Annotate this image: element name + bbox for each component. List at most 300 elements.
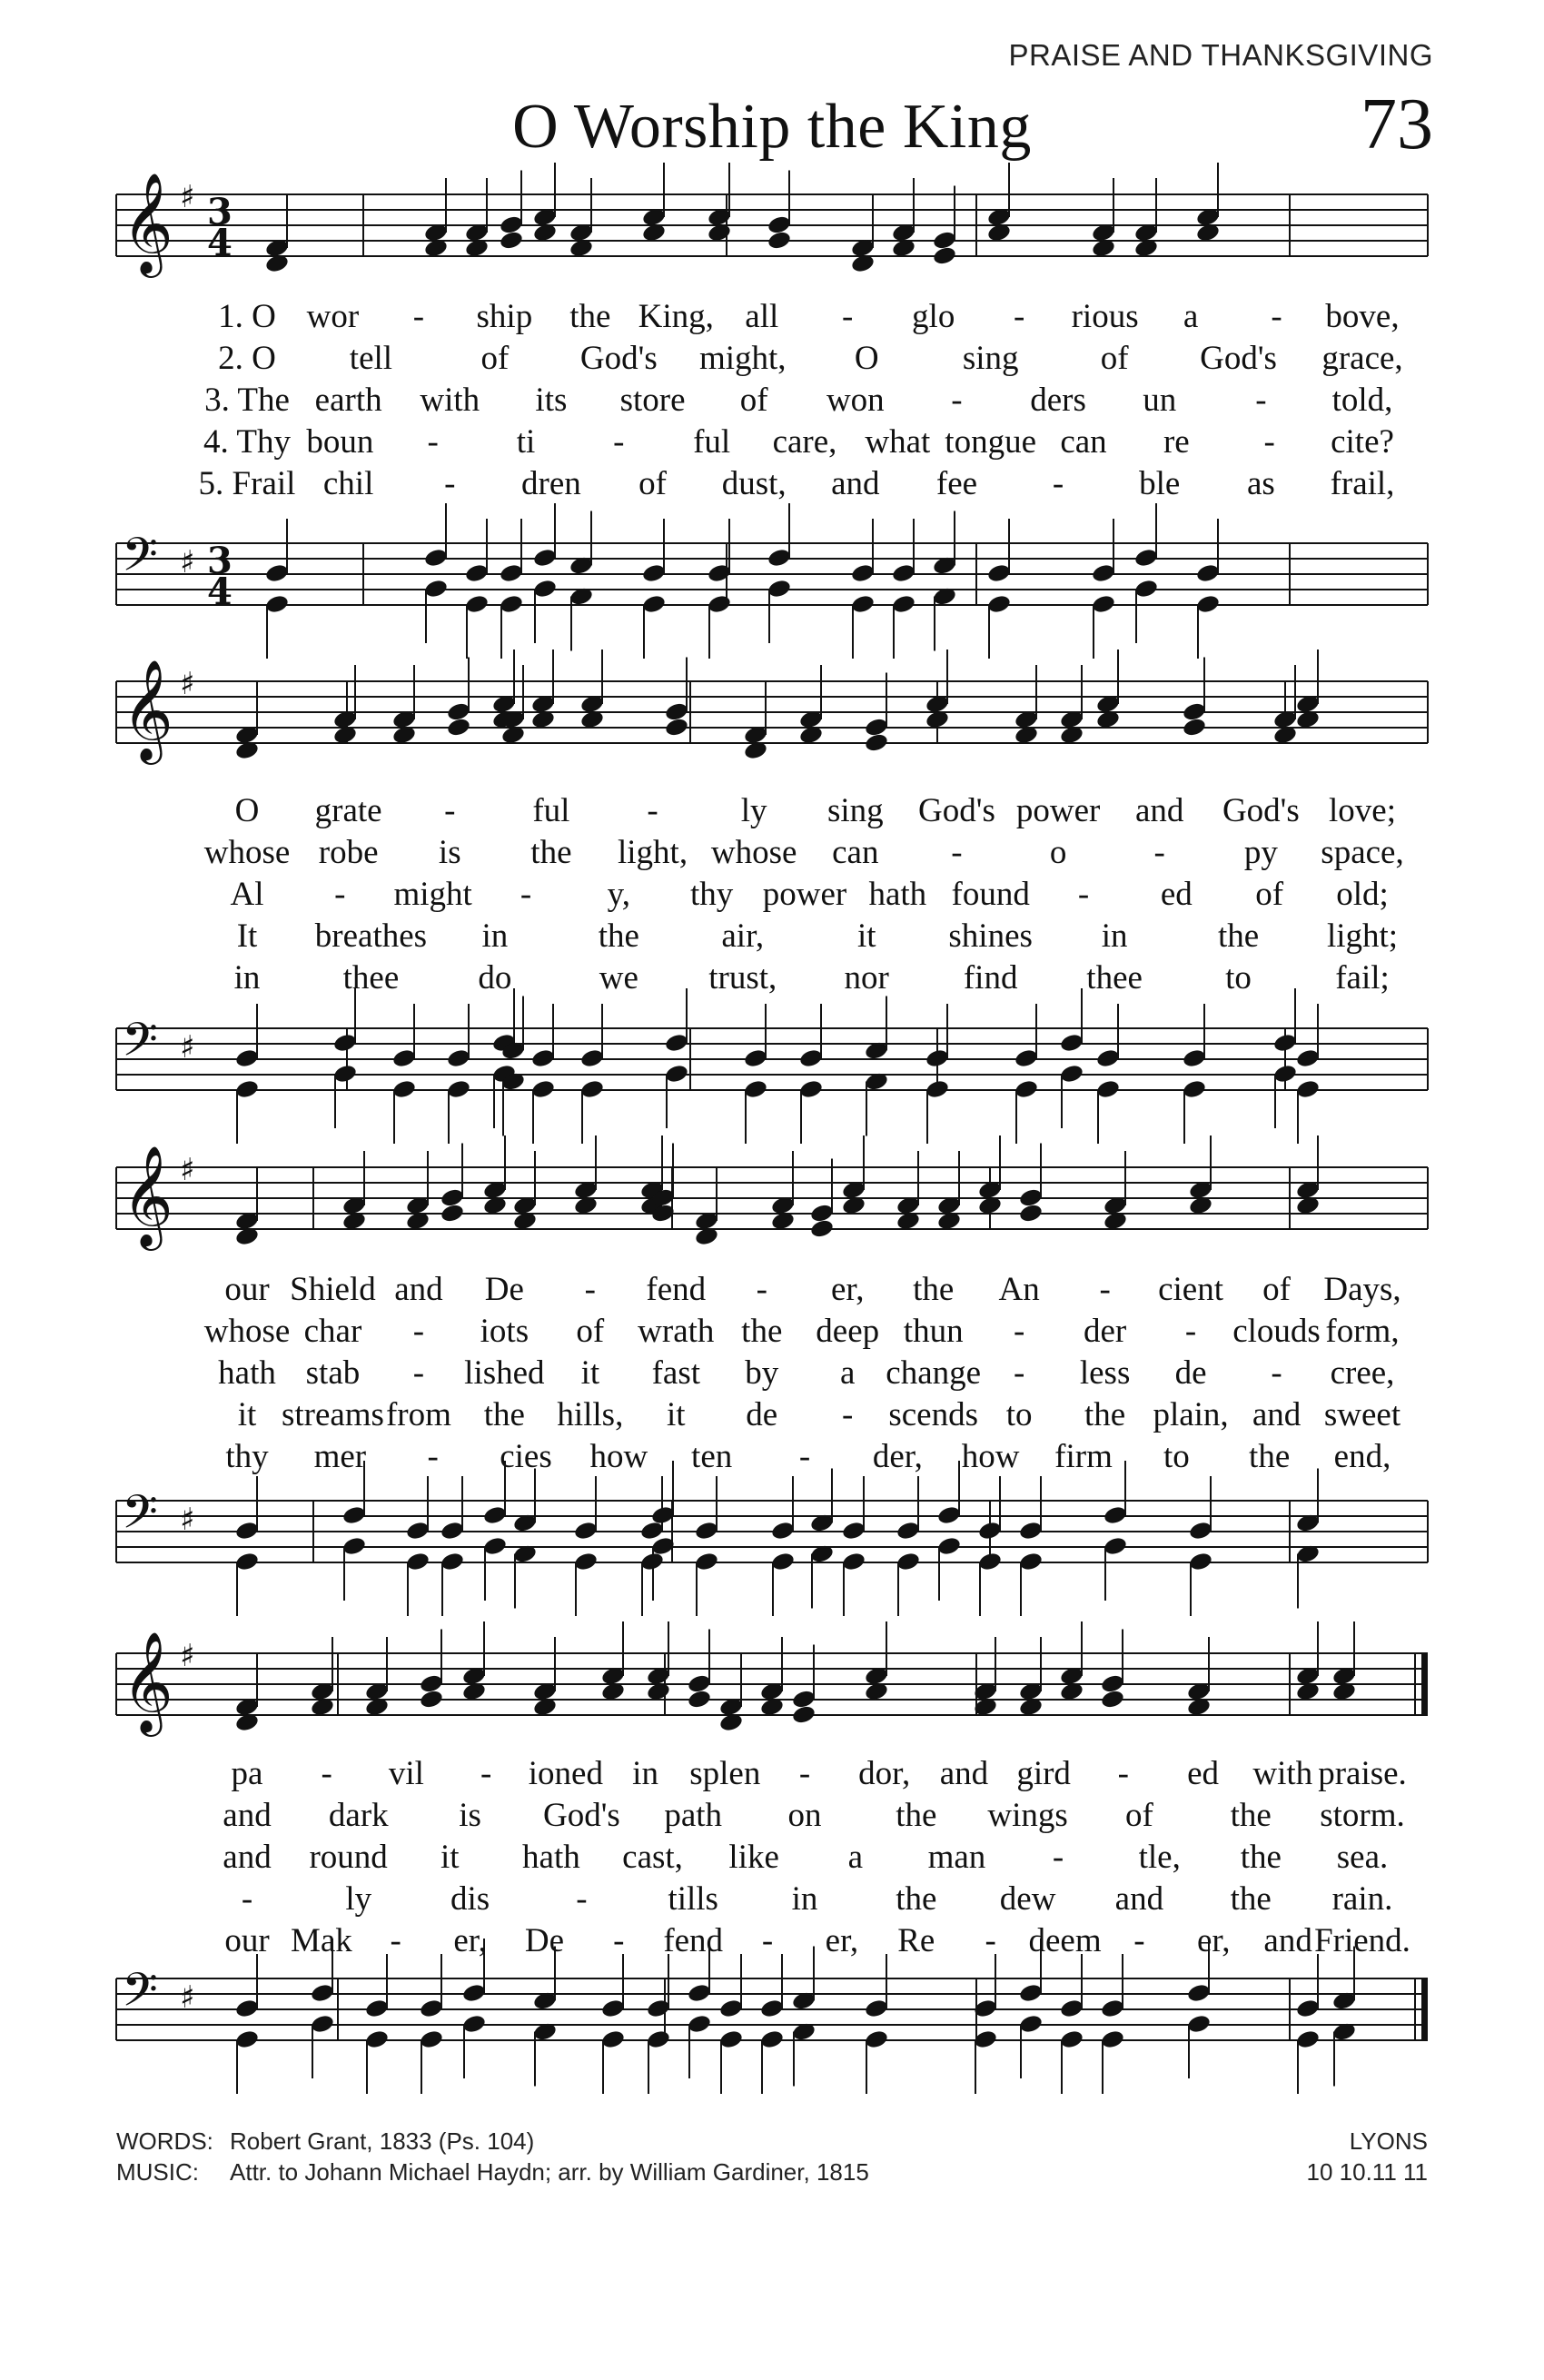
lyric-syllable: - xyxy=(647,792,658,829)
lyric-syllable: it xyxy=(580,1354,600,1392)
lyric-syllable: - xyxy=(985,1922,996,1959)
lyric-syllable: how xyxy=(589,1438,648,1475)
words-author: Robert Grant, 1833 (Ps. 104) xyxy=(230,2127,535,2155)
lyric-syllable: er, xyxy=(830,1271,865,1308)
note-head xyxy=(1100,1689,1125,1710)
lyric-syllable: er, xyxy=(1197,1922,1231,1959)
lyric-syllable: dis xyxy=(450,1880,490,1918)
lyric-syllable: store xyxy=(619,382,686,419)
lyric-syllable: stab xyxy=(305,1354,361,1392)
lyric-syllable: shines xyxy=(948,917,1033,955)
lyric-syllable: won xyxy=(826,382,885,419)
lyric-syllable: deep xyxy=(816,1313,880,1350)
note-head xyxy=(1186,2013,1212,2034)
lyric-syllable: is xyxy=(459,1797,481,1834)
lyric-syllable: un xyxy=(1143,382,1177,419)
lyric-line-verse-2 xyxy=(0,1796,1544,1836)
lyric-syllable: fee xyxy=(935,465,978,502)
lyric-syllable: plain, xyxy=(1153,1396,1229,1433)
lyric-syllable: sing xyxy=(962,340,1019,377)
lyric-syllable: power xyxy=(1015,792,1101,829)
lyric-syllable: can xyxy=(1060,423,1107,461)
lyric-syllable: ten xyxy=(691,1438,733,1475)
lyric-syllable: Friend. xyxy=(1314,1922,1410,1959)
lyric-syllable: and xyxy=(1135,792,1184,829)
lyric-syllable: pa xyxy=(231,1755,263,1792)
lyric-syllable: the xyxy=(913,1271,955,1308)
final-bar-thick xyxy=(1421,1653,1428,1715)
note-head xyxy=(310,1982,335,2003)
lyric-syllable: earth xyxy=(314,382,382,419)
lyric-syllable: of xyxy=(638,465,667,502)
lyric-syllable: of xyxy=(739,382,768,419)
sharp-key-signature-icon: ♯ xyxy=(180,1979,195,2016)
lyric-syllable: on xyxy=(787,1797,822,1834)
lyric-syllable: we xyxy=(599,959,638,997)
lyric-syllable: - xyxy=(427,423,439,461)
lyric-syllable: a xyxy=(847,1839,864,1876)
lyric-syllable: - xyxy=(1052,1839,1064,1876)
note-head xyxy=(864,1998,889,2018)
lyric-syllable: it xyxy=(237,1396,257,1433)
lyric-syllable: - xyxy=(842,298,854,335)
lyric-syllable: - xyxy=(798,1755,811,1792)
lyric-syllable: - xyxy=(412,298,425,335)
lyric-syllable: thy xyxy=(225,1438,269,1475)
lyric-syllable: with xyxy=(420,382,480,419)
lyric-syllable: the xyxy=(598,917,639,955)
tune-info xyxy=(1307,2126,1429,2187)
lyric-syllable: - xyxy=(427,1438,439,1475)
lyric-syllable: er, xyxy=(453,1922,487,1959)
lyric-syllable: fend xyxy=(646,1271,707,1308)
lyric-syllable: the xyxy=(1230,1797,1272,1834)
note-head xyxy=(1059,1998,1084,2018)
note-head xyxy=(1018,2013,1044,2034)
lyric-syllable: boun xyxy=(306,423,374,461)
section-label: PRAISE AND THANKSGIVING xyxy=(1008,38,1433,72)
lyric-syllable: firm xyxy=(1054,1438,1113,1475)
lyric-syllable: in xyxy=(233,959,261,997)
lyric-syllable: dark xyxy=(328,1797,389,1834)
lyric-syllable: - xyxy=(241,1880,253,1918)
note-head xyxy=(646,2028,671,2049)
lyric-syllable: is xyxy=(438,834,461,871)
lyric-syllable: thy xyxy=(690,876,734,913)
time-signature-upper: 3 xyxy=(207,191,233,233)
lyric-syllable: - xyxy=(613,423,625,461)
lyric-syllable: De xyxy=(484,1271,524,1308)
lyric-syllable: - xyxy=(1133,1922,1145,1959)
lyric-syllable: - xyxy=(1271,1354,1282,1392)
note-head xyxy=(646,1998,671,2018)
lyric-syllable: dust, xyxy=(721,465,787,502)
note-head xyxy=(364,1998,390,2018)
lyric-syllable: - xyxy=(1077,876,1090,913)
words-label: WORDS: xyxy=(116,2127,213,2155)
lyric-syllable: and xyxy=(223,1839,272,1876)
lyric-syllable: it xyxy=(667,1396,686,1433)
sharp-key-signature-icon: ♯ xyxy=(180,1638,195,1674)
lyric-syllable: fail; xyxy=(1335,959,1390,997)
lyric-syllable: Al xyxy=(230,876,264,913)
sharp-key-signature-icon: ♯ xyxy=(180,179,195,215)
lyric-syllable: thee xyxy=(1086,959,1143,997)
lyric-syllable: might, xyxy=(698,340,787,377)
lyric-syllable: - xyxy=(480,1755,492,1792)
lyric-syllable: praise. xyxy=(1318,1755,1407,1792)
lyric-syllable: change xyxy=(886,1354,982,1392)
lyric-syllable: glo xyxy=(912,298,955,335)
lyric-syllable: O xyxy=(854,340,879,377)
lyric-syllable: the xyxy=(530,834,572,871)
lyric-syllable: grace, xyxy=(1321,340,1403,377)
hymn-title: O Worship the King xyxy=(512,92,1032,162)
lyric-syllable: lished xyxy=(464,1354,545,1392)
lyric-syllable: - xyxy=(412,1313,425,1350)
lyric-syllable: in xyxy=(1101,917,1128,955)
note-head xyxy=(759,2028,785,2049)
lyric-syllable: - xyxy=(1099,1271,1111,1308)
lyric-syllable: trust, xyxy=(708,959,777,997)
lyric-syllable: and xyxy=(394,1271,443,1308)
lyric-syllable: - xyxy=(1052,465,1064,502)
note-head xyxy=(310,2013,335,2034)
note-head xyxy=(687,1689,712,1710)
sharp-key-signature-icon: ♯ xyxy=(180,1152,195,1188)
sharp-key-signature-icon: ♯ xyxy=(180,1502,195,1538)
lyric-syllable: - xyxy=(761,1922,774,1959)
note-head xyxy=(1295,1998,1321,2018)
note-head xyxy=(419,2028,444,2049)
note-head xyxy=(1018,1982,1044,2003)
lyric-syllable: fend xyxy=(663,1922,724,1959)
lyric-syllable: round xyxy=(309,1839,388,1876)
lyric-line-verse-3 xyxy=(0,1838,1544,1878)
lyric-syllable: - xyxy=(1013,1354,1025,1392)
lyric-syllable: 4. Thy xyxy=(203,423,291,461)
sharp-key-signature-icon: ♯ xyxy=(180,666,195,702)
note-head xyxy=(364,2028,390,2049)
lyric-syllable: can xyxy=(832,834,879,871)
lyric-syllable: the xyxy=(1249,1438,1291,1475)
lyric-syllable: the xyxy=(1217,917,1260,955)
lyric-syllable: and xyxy=(1114,1880,1164,1918)
lyric-syllable: air, xyxy=(721,917,765,955)
lyric-syllable: and xyxy=(1252,1396,1302,1433)
lyric-syllable: ble xyxy=(1139,465,1181,502)
lyric-syllable: Re xyxy=(897,1922,935,1959)
time-signature-lower: 4 xyxy=(207,570,233,613)
lyric-syllable: ders xyxy=(1030,382,1086,419)
lyric-syllable: wrath xyxy=(638,1313,715,1350)
sharp-key-signature-icon: ♯ xyxy=(180,1029,195,1066)
music-author: Attr. to Johann Michael Haydn; arr. by William Gardiner, 1815 xyxy=(230,2158,869,2186)
note-head xyxy=(461,1982,487,2003)
lyric-syllable: like xyxy=(728,1839,779,1876)
lyric-syllable: whose xyxy=(203,834,291,871)
lyric-syllable: char xyxy=(303,1313,362,1350)
lyric-syllable: ful xyxy=(693,423,731,461)
note-head xyxy=(687,2013,712,2034)
lyric-syllable: O xyxy=(234,792,260,829)
treble-clef-icon: 𝄞 xyxy=(122,659,173,760)
lyric-syllable: 2. O xyxy=(218,340,276,377)
lyric-syllable: path xyxy=(664,1797,723,1834)
lyric-syllable: It xyxy=(236,917,258,955)
lyric-syllable: cast, xyxy=(622,1839,683,1876)
lyric-syllable: hills, xyxy=(557,1396,624,1433)
note-head xyxy=(1295,2028,1321,2049)
lyric-syllable: wings xyxy=(987,1797,1068,1834)
lyric-syllable: a xyxy=(840,1354,856,1392)
lyric-syllable: form, xyxy=(1325,1313,1400,1350)
note-head xyxy=(1100,1998,1125,2018)
note-head xyxy=(718,1998,744,2018)
lyric-syllable: wor xyxy=(306,298,360,335)
lyric-syllable: whose xyxy=(203,1313,291,1350)
lyric-syllable: breathes xyxy=(314,917,428,955)
lyric-syllable: power xyxy=(762,876,847,913)
lyric-syllable: der xyxy=(1083,1313,1127,1350)
note-head xyxy=(461,2013,487,2034)
lyric-syllable: God's xyxy=(542,1797,620,1834)
lyric-syllable: God's xyxy=(579,340,658,377)
lyric-syllable: of xyxy=(480,340,510,377)
note-head xyxy=(234,1998,260,2018)
lyric-syllable: - xyxy=(390,1922,401,1959)
lyric-syllable: - xyxy=(444,792,456,829)
lyric-syllable: - xyxy=(584,1271,597,1308)
note-head xyxy=(759,1998,785,2018)
lyric-syllable: sing xyxy=(826,792,884,829)
lyric-syllable: sweet xyxy=(1323,1396,1401,1433)
lyric-syllable: chil xyxy=(322,465,374,502)
lyric-syllable: to xyxy=(1005,1396,1033,1433)
lyric-syllable: tills xyxy=(668,1880,718,1918)
note-head xyxy=(419,1673,444,1694)
bass-clef-icon: 𝄢 xyxy=(122,1962,158,2028)
lyric-syllable: its xyxy=(535,382,568,419)
note-head xyxy=(791,1704,817,1725)
lyric-syllable: of xyxy=(1262,1271,1291,1308)
lyric-syllable: how xyxy=(961,1438,1020,1475)
lyric-syllable: y, xyxy=(607,876,631,913)
treble-clef-icon: 𝄞 xyxy=(122,1631,173,1732)
tune-name: LYONS xyxy=(1349,2127,1428,2155)
lyric-syllable: care, xyxy=(772,423,837,461)
lyric-syllable: ful xyxy=(532,792,570,829)
lyric-syllable: tongue xyxy=(945,423,1037,461)
note-head xyxy=(791,1689,817,1710)
lyric-syllable: clouds xyxy=(1232,1313,1321,1350)
lyric-syllable: deem xyxy=(1028,1922,1102,1959)
lyric-syllable: - xyxy=(951,382,963,419)
lyric-syllable: found xyxy=(951,876,1030,913)
lyric-syllable: all xyxy=(745,298,779,335)
lyric-syllable: a xyxy=(1183,298,1199,335)
lyric-syllable: tle, xyxy=(1138,1839,1181,1876)
lyric-syllable: rious xyxy=(1071,298,1139,335)
bass-clef-icon: 𝄢 xyxy=(122,1012,158,1078)
lyric-syllable: and xyxy=(831,465,880,502)
lyric-syllable: - xyxy=(951,834,963,871)
lyric-syllable: God's xyxy=(918,792,995,829)
lyric-syllable: der, xyxy=(872,1438,923,1475)
lyric-line-verse-1 xyxy=(0,1754,1544,1794)
lyric-syllable: cree, xyxy=(1330,1354,1395,1392)
lyric-syllable: cite? xyxy=(1331,423,1394,461)
lyric-syllable: ly xyxy=(740,792,767,829)
lyric-syllable: in xyxy=(791,1880,818,1918)
lyric-syllable: with xyxy=(1252,1755,1313,1792)
lyric-syllable: - xyxy=(412,1354,425,1392)
note-head xyxy=(234,2028,260,2049)
note-head xyxy=(687,1673,712,1694)
lyric-syllable: it xyxy=(856,917,876,955)
lyric-syllable: - xyxy=(1153,834,1165,871)
note-head xyxy=(600,1998,626,2018)
bass-clef-icon: 𝄢 xyxy=(122,527,158,593)
lyric-syllable: God's xyxy=(1222,792,1300,829)
lyric-syllable: py xyxy=(1243,834,1278,871)
lyric-syllable: our xyxy=(224,1271,270,1308)
lyric-syllable: - xyxy=(1117,1755,1130,1792)
hymn-number: 73 xyxy=(1361,84,1433,164)
meter: 10 10.11 11 xyxy=(1306,2158,1428,2186)
lyric-syllable: the xyxy=(1084,1396,1126,1433)
lyric-syllable: from xyxy=(385,1396,451,1433)
lyric-syllable: scends xyxy=(888,1396,979,1433)
lyric-syllable: love; xyxy=(1329,792,1396,829)
final-bar-thick xyxy=(1421,1978,1428,2040)
lyric-syllable: what xyxy=(865,423,931,461)
lyric-line-verse-4 xyxy=(0,1879,1544,1919)
lyric-syllable: dor, xyxy=(858,1755,911,1792)
lyric-syllable: ly xyxy=(345,1880,372,1918)
lyric-syllable: 1. O xyxy=(218,298,276,335)
treble-staff xyxy=(116,1631,1428,1737)
time-signature-lower: 4 xyxy=(207,222,233,264)
lyric-syllable: old; xyxy=(1336,876,1389,913)
time-signature-upper: 3 xyxy=(207,540,233,582)
lyric-line-verse-5 xyxy=(0,1921,1544,1961)
treble-clef-icon: 𝄞 xyxy=(122,172,173,273)
lyric-syllable: - xyxy=(576,1880,588,1918)
note-head xyxy=(419,1689,444,1710)
words-credit xyxy=(116,2126,869,2157)
lyric-syllable: gird xyxy=(1016,1755,1071,1792)
lyric-syllable: De xyxy=(524,1922,565,1959)
lyric-syllable: - xyxy=(1271,298,1282,335)
lyric-syllable: dew xyxy=(999,1880,1056,1918)
lyric-syllable: grate xyxy=(314,792,382,829)
lyric-syllable: - xyxy=(798,1438,811,1475)
lyric-syllable: - xyxy=(1184,1313,1197,1350)
note-head xyxy=(718,2028,744,2049)
sharp-key-signature-icon: ♯ xyxy=(180,544,195,580)
lyric-syllable: - xyxy=(1263,423,1275,461)
lyric-syllable: whose xyxy=(710,834,797,871)
lyric-syllable: by xyxy=(745,1354,779,1392)
lyric-syllable: the xyxy=(1230,1880,1272,1918)
lyric-syllable: hath xyxy=(218,1354,276,1392)
lyric-syllable: of xyxy=(576,1313,605,1350)
lyric-syllable: less xyxy=(1079,1354,1131,1392)
lyric-syllable: King, xyxy=(638,298,714,335)
credits xyxy=(116,2126,869,2187)
lyric-syllable: 5. Frail xyxy=(198,465,296,502)
lyric-syllable: in xyxy=(481,917,509,955)
lyric-syllable: the xyxy=(741,1313,783,1350)
bass-clef-icon: 𝄢 xyxy=(122,1484,158,1551)
note-head xyxy=(600,2028,626,2049)
note-head xyxy=(419,1998,444,2018)
lyric-syllable: rain. xyxy=(1331,1880,1393,1918)
lyric-syllable: - xyxy=(1255,382,1267,419)
lyric-syllable: cies xyxy=(500,1438,552,1475)
lyric-syllable: it xyxy=(440,1839,460,1876)
lyric-syllable: end, xyxy=(1333,1438,1391,1475)
lyric-syllable: find xyxy=(963,959,1018,997)
lyric-syllable: tell xyxy=(349,340,393,377)
lyric-syllable: the xyxy=(1240,1839,1282,1876)
lyric-syllable: might xyxy=(393,876,472,913)
note-head xyxy=(1059,2028,1084,2049)
lyric-syllable: ship xyxy=(476,298,533,335)
lyric-syllable: in xyxy=(632,1755,658,1792)
lyric-syllable: told, xyxy=(1331,382,1393,419)
lyric-syllable: do xyxy=(478,959,512,997)
lyric-syllable: the xyxy=(896,1880,937,1918)
lyric-syllable: and xyxy=(223,1797,272,1834)
lyric-syllable: dren xyxy=(521,465,581,502)
lyric-syllable: the xyxy=(569,298,611,335)
note-head xyxy=(864,2028,889,2049)
lyric-syllable: man xyxy=(927,1839,986,1876)
lyric-syllable: o xyxy=(1049,834,1067,871)
lyric-syllable: frail, xyxy=(1330,465,1395,502)
lyric-syllable: to xyxy=(1225,959,1252,997)
lyric-syllable: light; xyxy=(1326,917,1399,955)
lyric-syllable: hath xyxy=(522,1839,580,1876)
lyric-syllable: - xyxy=(756,1271,767,1308)
lyric-syllable: and xyxy=(1263,1922,1312,1959)
lyric-syllable: ti xyxy=(516,423,536,461)
lyric-syllable: ed xyxy=(1187,1755,1220,1792)
lyric-syllable: thun xyxy=(903,1313,964,1350)
lyric-syllable: - xyxy=(321,1755,332,1792)
lyric-syllable: mer xyxy=(313,1438,367,1475)
lyric-syllable: - xyxy=(613,1922,625,1959)
note-head xyxy=(1100,2028,1125,2049)
lyric-syllable: iots xyxy=(480,1313,530,1350)
lyric-syllable: nor xyxy=(844,959,889,997)
lyric-syllable: of xyxy=(1100,340,1129,377)
lyric-syllable: sea. xyxy=(1336,1839,1389,1876)
lyric-syllable: Shield xyxy=(290,1271,376,1308)
lyric-syllable: er, xyxy=(825,1922,859,1959)
lyric-syllable: of xyxy=(1124,1797,1153,1834)
lyric-syllable: vil xyxy=(388,1755,424,1792)
lyric-syllable: - xyxy=(1013,1313,1025,1350)
lyric-syllable: - xyxy=(1013,298,1025,335)
lyric-syllable: ed xyxy=(1160,876,1193,913)
lyric-syllable: the xyxy=(896,1797,937,1834)
lyric-syllable: cient xyxy=(1158,1271,1224,1308)
lyric-syllable: as xyxy=(1246,465,1275,502)
lyric-syllable: - xyxy=(842,1396,854,1433)
